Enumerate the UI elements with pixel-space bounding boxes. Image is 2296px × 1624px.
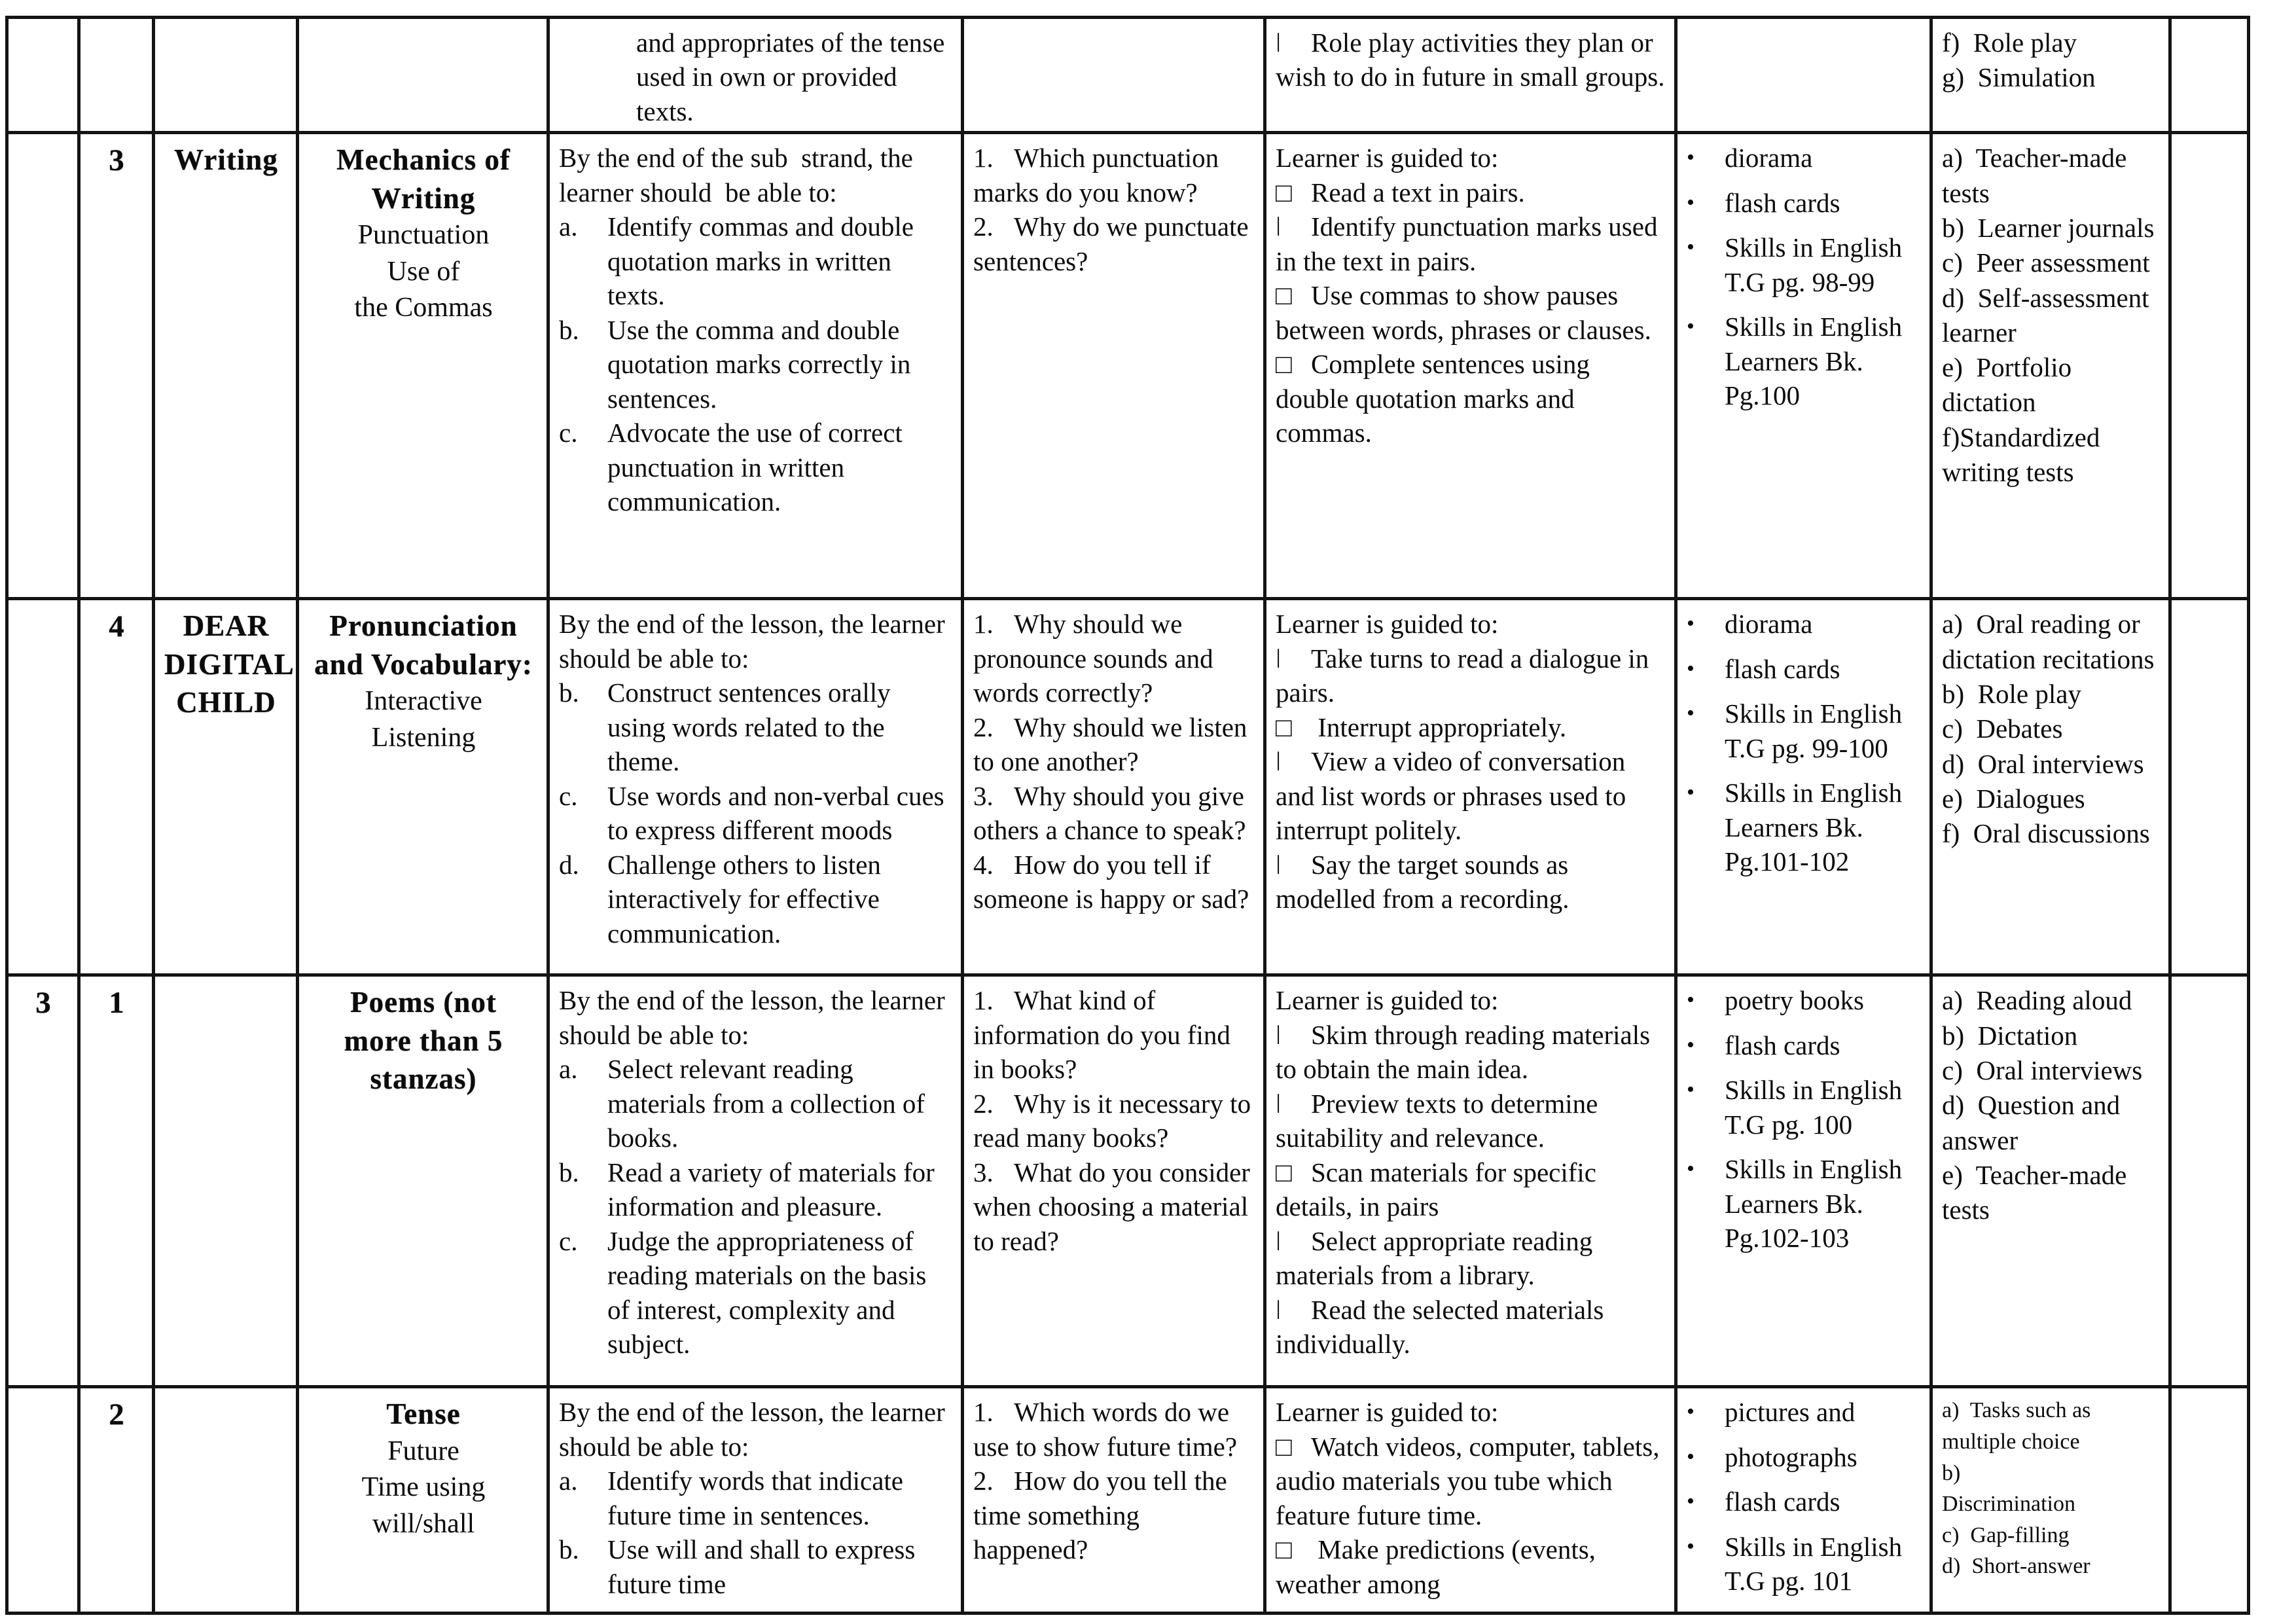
inquiry-cell	[963, 133, 1265, 599]
outcome-item	[559, 209, 953, 312]
bullet-icon: □	[1276, 712, 1292, 742]
substrand-cell	[298, 975, 548, 1387]
assessment-item: g) Simulation	[1942, 62, 2096, 93]
substrand-title-line: Pronunciation	[329, 609, 518, 643]
resource-item	[1687, 1028, 1922, 1062]
inquiry-question	[973, 983, 1255, 1086]
week-cell	[7, 1387, 79, 1614]
assessment-item: c) Gap-filling	[1942, 1523, 2070, 1547]
inquiry-question	[973, 209, 1255, 278]
resource-item	[1687, 230, 1922, 299]
lesson-number: 1	[109, 986, 125, 1020]
remarks-cell	[2170, 18, 2249, 133]
inquiry-question-text: Why is it necessary to read many books?	[973, 1088, 1251, 1153]
bullet-icon: □	[1276, 1534, 1292, 1565]
strand-title-line: Writing	[174, 143, 278, 177]
list-marker: 3.	[973, 1157, 994, 1187]
assessment-item: a) Reading aloud	[1942, 985, 2132, 1016]
experience-item-text: Read a text in pairs.	[1311, 177, 1525, 208]
lesson-number: 4	[109, 609, 125, 644]
resource-item	[1687, 1530, 1922, 1598]
inquiry-cell	[963, 975, 1265, 1387]
bullet-icon: ǀ	[1276, 1294, 1282, 1325]
bullet-icon: •	[1687, 1077, 1695, 1102]
resource-item-text: Skills in English Learners Bk. Pg.102-103	[1725, 1154, 1903, 1254]
substrand-subtitle-line: Use of	[387, 256, 460, 287]
table-row	[7, 975, 2249, 1387]
substrand-title-line: stanzas)	[370, 1062, 477, 1096]
inquiry-question-text: Why should we pronounce sounds and words correctly?	[973, 609, 1213, 708]
outcomes-intro-text: By the end of the lesson, the learner should be able to:	[559, 609, 945, 674]
resource-item-text: Skills in English Learners Bk. Pg.101-102	[1725, 778, 1903, 877]
substrand-title-line: Writing	[371, 181, 476, 215]
assessment-item: f) Oral discussions	[1942, 818, 2150, 849]
assessment-item: Discrimination	[1942, 1492, 2075, 1517]
assessment-item: c) Peer assessment	[1942, 247, 2150, 278]
outcome-item-text: Read a variety of materials for information and pleasure.	[607, 1157, 935, 1222]
list-marker: 2.	[973, 211, 994, 242]
bullet-icon: •	[1687, 656, 1695, 681]
experience-item	[1276, 209, 1666, 278]
substrand-title-line: Tense	[386, 1398, 461, 1431]
bullet-icon: ǀ	[1276, 1019, 1282, 1050]
list-marker: 1.	[973, 985, 994, 1016]
assessment-cell	[1931, 975, 2170, 1387]
inquiry-question-text: What do you consider when choosing a material to read?	[973, 1157, 1250, 1256]
assessment-item: c) Debates	[1942, 713, 2063, 744]
assessment-item: d) Question and answer	[1942, 1090, 2121, 1155]
strand-cell	[154, 975, 298, 1387]
experience-item-text: Select appropriate reading materials from a library.	[1276, 1225, 1593, 1291]
inquiry-question-text: Why should you give others a chance to speak?	[973, 780, 1246, 846]
bullet-icon: ǀ	[1276, 1088, 1282, 1119]
outcome-item	[559, 416, 953, 518]
resources-cell	[1676, 133, 1931, 599]
experience-item	[1276, 1293, 1666, 1362]
inquiry-question-text: Which punctuation marks do you know?	[973, 143, 1219, 208]
experience-item-text: Make predictions (events, weather among	[1276, 1534, 1596, 1599]
bullet-icon: ǀ	[1276, 643, 1282, 674]
list-marker: b.	[559, 677, 579, 708]
outcome-item	[559, 779, 953, 848]
resources-cell	[1676, 599, 1931, 975]
substrand-subtitle-line: the Commas	[354, 293, 493, 323]
resource-item	[1687, 1440, 1922, 1474]
outcomes-cell	[548, 133, 963, 599]
substrand-title-line: more than 5	[344, 1024, 503, 1057]
list-marker: b.	[559, 1157, 579, 1187]
outcomes-continuation-text: and appropriates of the tense used in own or provided texts.	[636, 27, 945, 126]
remarks-cell	[2170, 133, 2249, 599]
substrand-cell	[298, 1387, 548, 1614]
experiences-intro-text: Learner is guided to:	[1276, 1397, 1499, 1428]
outcomes-cell	[548, 1387, 963, 1614]
resource-item	[1687, 141, 1922, 175]
experience-item	[1276, 1155, 1666, 1224]
outcome-item-text: Select relevant reading materials from a collection of books.	[607, 1054, 925, 1153]
outcome-item-text: Use will and shall to express future time	[607, 1534, 916, 1599]
substrand-subtitle-line: Time using	[361, 1472, 486, 1503]
experience-item	[1276, 26, 1666, 94]
resource-item-text: flash cards	[1725, 1487, 1840, 1517]
table-row	[7, 133, 2249, 599]
resource-item-text: Skills in English T.G pg. 100	[1725, 1075, 1903, 1140]
list-marker: c.	[559, 780, 578, 811]
resource-item-text: pictures and	[1725, 1397, 1856, 1428]
outcome-item-text: Use the comma and double quotation marks correctly in sentences.	[607, 314, 911, 414]
substrand-title-line: and Vocabulary:	[314, 647, 533, 681]
resource-item	[1687, 1485, 1922, 1519]
resource-item-text: diorama	[1725, 143, 1813, 173]
assessment-item: b) Role play	[1942, 679, 2081, 709]
experience-item	[1276, 1087, 1666, 1155]
outcome-item-text: Construct sentences orally using words related to the theme.	[607, 677, 891, 777]
experiences-intro-text: Learner is guided to:	[1276, 143, 1499, 173]
inquiry-question-text: Which words do we use to show future time?	[973, 1397, 1238, 1462]
experience-item-text: Scan materials for specific details, in pairs	[1276, 1157, 1597, 1222]
resource-item	[1687, 776, 1922, 878]
substrand-subtitle-line: Punctuation	[357, 220, 490, 251]
experience-item	[1276, 710, 1666, 744]
experience-item-text: Complete sentences using double quotation marks and commas.	[1276, 349, 1590, 448]
bullet-icon: ǀ	[1276, 211, 1282, 242]
bullet-icon: •	[1687, 314, 1695, 339]
bullet-icon: ǀ	[1276, 1225, 1282, 1256]
substrand-title-line: Mechanics of	[336, 143, 511, 177]
assessment-item: d) Oral interviews	[1942, 748, 2144, 779]
assessment-item: a) Tasks such as multiple choice	[1942, 1398, 2091, 1454]
resource-item	[1687, 310, 1922, 412]
assessment-item: e) Dialogues	[1942, 783, 2085, 814]
bullet-icon: ǀ	[1276, 746, 1282, 777]
outcome-item-text: Identify words that indicate future time in sentences.	[607, 1466, 904, 1530]
assessment-item: b) Learner journals	[1942, 213, 2155, 243]
assessment-item: e) Portfolio dictation	[1942, 352, 2072, 418]
strand-cell	[154, 133, 298, 599]
resource-item-text: flash cards	[1725, 187, 1840, 218]
remarks-cell	[2170, 1387, 2249, 1614]
inquiry-question	[973, 1087, 1255, 1155]
resource-item-text: flash cards	[1725, 653, 1840, 684]
substrand-cell	[298, 133, 548, 599]
resource-item-text: Skills in English T.G pg. 98-99	[1725, 232, 1903, 297]
experiences-cell	[1265, 599, 1676, 975]
strand-cell	[154, 1387, 298, 1614]
outcomes-cell	[548, 975, 963, 1387]
week-cell	[7, 599, 79, 975]
outcomes-cell	[548, 599, 963, 975]
week-cell	[7, 18, 79, 133]
resource-item-text: Skills in English T.G pg. 101	[1725, 1531, 1903, 1597]
experiences-intro-text: Learner is guided to:	[1276, 985, 1499, 1016]
outcomes-cell	[548, 18, 963, 133]
inquiry-question-text: How do you tell the time something happened?	[973, 1466, 1227, 1565]
strand-title-line: DIGITAL	[164, 647, 295, 681]
experience-item-text: View a video of conversation and list words or phrases used to interrupt politely.	[1276, 746, 1626, 846]
assessment-item: d) Short-answer	[1942, 1554, 2090, 1579]
resource-item	[1687, 696, 1922, 765]
inquiry-question	[973, 710, 1255, 779]
assessment-item: b)	[1942, 1460, 1961, 1485]
bullet-icon: ǀ	[1276, 27, 1282, 58]
inquiry-cell	[963, 18, 1265, 133]
outcome-item-text: Identify commas and double quotation marks in written texts.	[607, 211, 914, 311]
substrand-subtitle-line: will/shall	[372, 1508, 475, 1539]
experience-item-text: Use commas to show pauses between words, phrases or clauses.	[1276, 280, 1651, 345]
week-cell	[7, 133, 79, 599]
experiences-cell	[1265, 18, 1676, 133]
bullet-icon: •	[1687, 1489, 1695, 1514]
lesson-cell	[79, 18, 154, 133]
experiences-cell	[1265, 1387, 1676, 1614]
week-cell	[7, 975, 79, 1387]
list-marker: c.	[559, 1225, 578, 1256]
week-number: 3	[35, 986, 52, 1020]
scheme-table-body	[7, 18, 2249, 1614]
inquiry-question	[973, 1464, 1255, 1566]
assessment-cell	[1931, 1387, 2170, 1614]
outcome-item	[559, 313, 953, 416]
lesson-cell	[79, 133, 154, 599]
outcome-item	[559, 1052, 953, 1155]
inquiry-question-text: What kind of information do you find in books?	[973, 985, 1230, 1085]
resource-item	[1687, 186, 1922, 220]
experience-item	[1276, 641, 1666, 710]
remarks-cell	[2170, 599, 2249, 975]
substrand-subtitle-line: Interactive	[365, 686, 482, 717]
outcomes-intro-text: By the end of the lesson, the learner should be able to:	[559, 985, 945, 1050]
bullet-icon: •	[1687, 988, 1695, 1013]
list-marker: b.	[559, 314, 579, 345]
table-row	[7, 1387, 2249, 1614]
experiences-cell	[1265, 133, 1676, 599]
inquiry-question	[973, 141, 1255, 209]
experience-item-text: Say the target sounds as modelled from a recording.	[1276, 849, 1570, 914]
outcomes-intro-text: By the end of the lesson, the learner should be able to:	[559, 1397, 945, 1462]
bullet-icon: •	[1687, 1444, 1695, 1469]
outcome-item	[559, 1532, 953, 1601]
substrand-cell	[298, 599, 548, 975]
bullet-icon: •	[1687, 1534, 1695, 1559]
list-marker: 2.	[973, 712, 994, 742]
table-row	[7, 18, 2249, 133]
outcome-item-text: Challenge others to listen interactively for effective communication.	[607, 849, 881, 948]
experience-item	[1276, 1430, 1666, 1532]
inquiry-question	[973, 1155, 1255, 1258]
bullet-icon: •	[1687, 235, 1695, 260]
experiences-intro-text: Learner is guided to:	[1276, 609, 1499, 640]
list-marker: 3.	[973, 780, 994, 811]
inquiry-question-text: Why should we listen to one another?	[973, 712, 1247, 777]
outcome-item	[559, 1464, 953, 1532]
resource-item-text: Skills in English T.G pg. 99-100	[1725, 698, 1903, 763]
bullet-icon: •	[1687, 190, 1695, 215]
outcome-item	[559, 1155, 953, 1224]
scheme-of-work-table	[5, 16, 2250, 1615]
bullet-icon: •	[1687, 780, 1695, 805]
experience-item-text: Interrupt appropriately.	[1311, 712, 1567, 742]
experience-item-text: Preview texts to determine suitability and relevance.	[1276, 1088, 1598, 1153]
bullet-icon: •	[1687, 1399, 1695, 1424]
list-marker: 2.	[973, 1466, 994, 1496]
list-marker: a.	[559, 211, 578, 242]
experience-item	[1276, 175, 1666, 209]
resource-item-text: photographs	[1725, 1441, 1857, 1472]
experience-item-text: Read the selected materials individually.	[1276, 1294, 1604, 1360]
resource-item	[1687, 607, 1922, 641]
assessment-item: a) Oral reading or dictation recitations	[1942, 609, 2155, 674]
bullet-icon: □	[1276, 177, 1292, 208]
experience-item	[1276, 1532, 1666, 1601]
assessment-item: d) Self-assessment learner	[1942, 282, 2149, 348]
strand-title-line: CHILD	[176, 686, 276, 719]
list-marker: a.	[559, 1466, 578, 1496]
assessment-item: a) Teacher-made tests	[1942, 143, 2127, 208]
inquiry-question	[973, 1395, 1255, 1464]
experiences-cell	[1265, 975, 1676, 1387]
resource-item-text: diorama	[1725, 609, 1813, 640]
outcome-item-text: Use words and non-verbal cues to express different moods	[607, 780, 944, 846]
assessment-item: c) Oral interviews	[1942, 1055, 2143, 1085]
table-row	[7, 599, 2249, 975]
resource-item-text: Skills in English Learners Bk. Pg.100	[1725, 312, 1903, 411]
strand-title-line: DEAR	[183, 609, 270, 643]
list-marker: 2.	[973, 1088, 994, 1119]
inquiry-cell	[963, 599, 1265, 975]
outcome-item	[559, 848, 953, 950]
resource-item	[1687, 1152, 1922, 1255]
bullet-icon: □	[1276, 349, 1292, 380]
resource-item	[1687, 983, 1922, 1017]
strand-cell	[154, 18, 298, 133]
assessment-cell	[1931, 18, 2170, 133]
bullet-icon: •	[1687, 701, 1695, 726]
experience-item	[1276, 1224, 1666, 1293]
assessment-item: f)Standardized writing tests	[1942, 422, 2100, 488]
inquiry-question	[973, 779, 1255, 848]
assessment-cell	[1931, 133, 2170, 599]
resource-item-text: flash cards	[1725, 1030, 1840, 1060]
inquiry-cell	[963, 1387, 1265, 1614]
assessment-item: b) Dictation	[1942, 1020, 2078, 1051]
bullet-icon: □	[1276, 1157, 1292, 1187]
assessment-cell	[1931, 599, 2170, 975]
substrand-title-line: Poems (not	[350, 986, 497, 1019]
inquiry-question	[973, 848, 1255, 916]
resources-cell	[1676, 18, 1931, 133]
bullet-icon: □	[1276, 1431, 1292, 1462]
experience-item-text: Identify punctuation marks used in the text in pairs.	[1276, 211, 1658, 276]
outcome-item-text: Judge the appropriateness of reading materials on the basis of interest, complexity and subject.	[607, 1225, 927, 1360]
bullet-icon: ǀ	[1276, 849, 1282, 880]
assessment-item: e) Teacher-made tests	[1942, 1159, 2127, 1225]
resource-item	[1687, 1395, 1922, 1429]
bullet-icon: •	[1687, 611, 1695, 636]
bullet-icon: •	[1687, 1157, 1695, 1182]
list-marker: d.	[559, 849, 579, 880]
experience-item	[1276, 744, 1666, 847]
list-marker: 1.	[973, 1397, 994, 1428]
list-marker: 4.	[973, 849, 994, 880]
lesson-number: 3	[109, 143, 125, 178]
inquiry-question	[973, 607, 1255, 710]
outcome-item	[559, 1224, 953, 1362]
inquiry-question-text: How do you tell if someone is happy or sad?	[973, 849, 1249, 914]
list-marker: a.	[559, 1054, 578, 1085]
lesson-cell	[79, 975, 154, 1387]
inquiry-question-text: Why do we punctuate sentences?	[973, 211, 1249, 276]
bullet-icon: □	[1276, 280, 1292, 311]
outcomes-intro-text: By the end of the sub strand, the learner should be able to:	[559, 143, 913, 208]
experience-item	[1276, 1018, 1666, 1087]
resource-item	[1687, 652, 1922, 686]
resource-item	[1687, 1073, 1922, 1142]
resources-cell	[1676, 1387, 1931, 1614]
experience-item-text: Skim through reading materials to obtain the main idea.	[1276, 1019, 1651, 1085]
bullet-icon: •	[1687, 1032, 1695, 1057]
lesson-cell	[79, 599, 154, 975]
experience-item-text: Take turns to read a dialogue in pairs.	[1276, 643, 1649, 708]
assessment-item: f) Role play	[1942, 27, 2077, 58]
experience-item	[1276, 278, 1666, 347]
list-marker: 1.	[973, 609, 994, 640]
list-marker: c.	[559, 418, 578, 448]
lesson-number: 2	[109, 1398, 125, 1432]
experience-item	[1276, 347, 1666, 450]
substrand-subtitle-line: Listening	[371, 722, 476, 753]
list-marker: b.	[559, 1534, 579, 1565]
strand-cell	[154, 599, 298, 975]
list-marker: 1.	[973, 143, 994, 173]
experience-item-text: Role play activities they plan or wish to do in future in small groups.	[1276, 27, 1665, 92]
remarks-cell	[2170, 975, 2249, 1387]
outcome-item	[559, 676, 953, 778]
resource-item-text: poetry books	[1725, 985, 1864, 1016]
outcome-item-text: Advocate the use of correct punctuation in written communication.	[607, 418, 903, 517]
experience-item	[1276, 848, 1666, 916]
substrand-subtitle-line: Future	[387, 1435, 459, 1466]
lesson-cell	[79, 1387, 154, 1614]
resources-cell	[1676, 975, 1931, 1387]
experience-item-text: Watch videos, computer, tablets, audio materials you tube which feature future time.	[1276, 1431, 1660, 1530]
substrand-cell	[298, 18, 548, 133]
bullet-icon: •	[1687, 145, 1695, 170]
